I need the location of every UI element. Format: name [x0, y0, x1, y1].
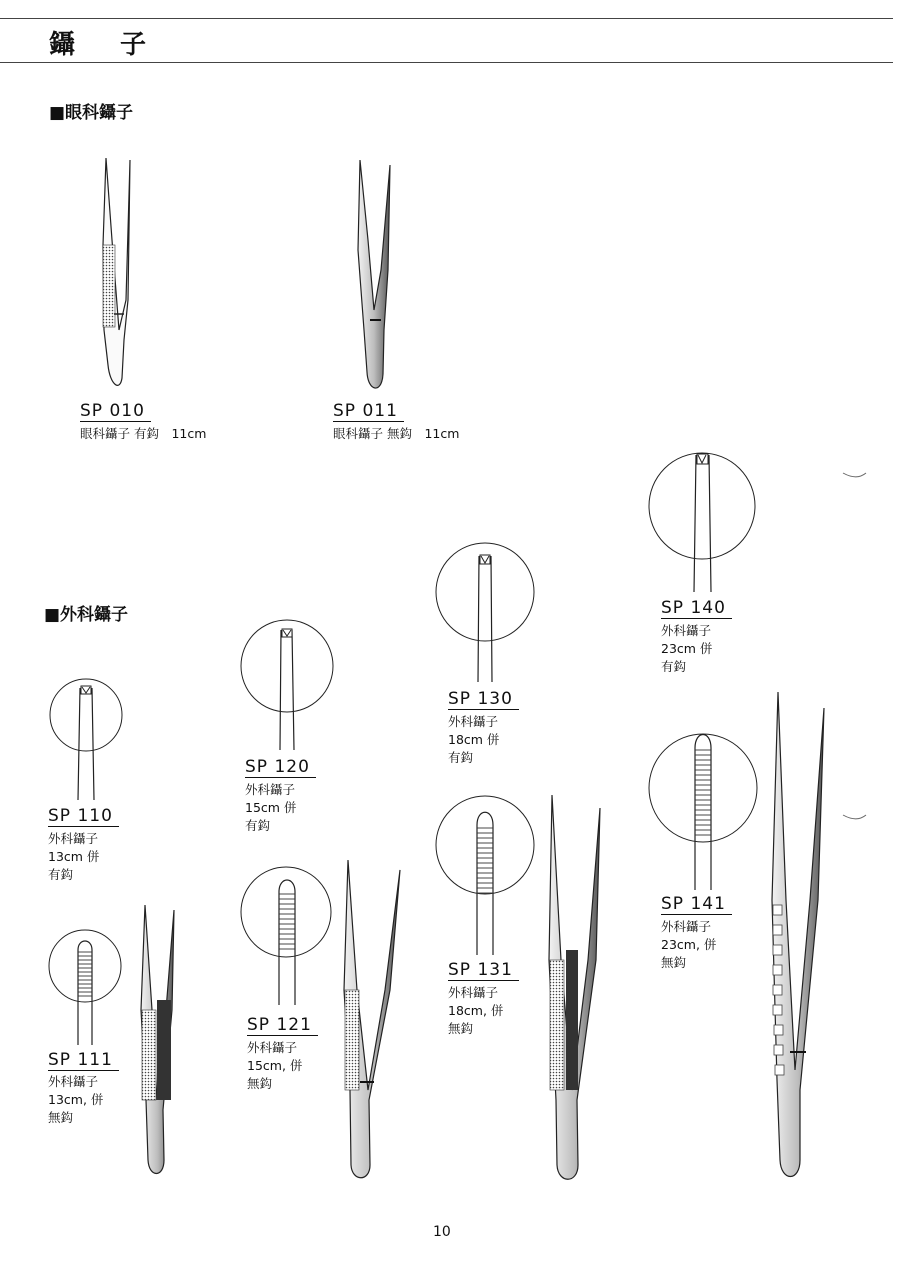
- tip-detail-icon-sp121: [241, 867, 331, 1005]
- product-code-sp131: SP 131: [448, 960, 519, 981]
- product-desc-sp121: 外科鑷子 15cm, 併 無鈎: [247, 1040, 303, 1091]
- section-title-ophthalmic: ■眼科鑷子: [49, 103, 134, 123]
- product-code-sp010: SP 010: [80, 401, 151, 422]
- binder-mark-bottom: [843, 815, 866, 819]
- product-code-sp111: SP 111: [48, 1050, 119, 1071]
- product-desc-sp110: 外科鑷子 13cm 併 有鈎: [48, 831, 100, 882]
- forceps-icon-sp010: [103, 158, 130, 385]
- product-code-sp141: SP 141: [661, 894, 732, 915]
- product-desc-sp141: 外科鑷子 23cm, 併 無鈎: [661, 919, 717, 970]
- tip-detail-icon-sp111: [49, 930, 121, 1045]
- product-code-sp110: SP 110: [48, 806, 119, 827]
- product-desc-sp120: 外科鑷子 15cm 併 有鈎: [245, 782, 297, 833]
- forceps-icon-sp111: [141, 905, 174, 1174]
- tip-detail-icon-sp130: [436, 543, 534, 682]
- product-desc-sp140: 外科鑷子 23cm 併 有鈎: [661, 623, 713, 674]
- page-title: 鑷 子: [49, 30, 165, 60]
- product-code-sp120: SP 120: [245, 757, 316, 778]
- forceps-icon-sp141: [772, 692, 824, 1177]
- product-code-sp121: SP 121: [247, 1015, 318, 1036]
- product-desc-sp010: 眼科鑷子 有鈎 11cm: [80, 426, 207, 441]
- forceps-icon-sp121: [344, 860, 400, 1178]
- tip-detail-icon-sp120: [241, 620, 333, 750]
- product-desc-sp130: 外科鑷子 18cm 併 有鈎: [448, 714, 500, 765]
- product-code-sp011: SP 011: [333, 401, 404, 422]
- product-desc-sp131: 外科鑷子 18cm, 併 無鈎: [448, 985, 504, 1036]
- tip-detail-icon-sp140: [649, 453, 755, 592]
- forceps-icon-sp131: [549, 795, 600, 1179]
- page-number: 10: [433, 1224, 451, 1240]
- section-title-surgical: ■外科鑷子: [44, 605, 129, 625]
- product-code-sp130: SP 130: [448, 689, 519, 710]
- product-desc-sp111: 外科鑷子 13cm, 併 無鈎: [48, 1074, 104, 1125]
- tip-detail-icon-sp131: [436, 796, 534, 955]
- forceps-icon-sp011: [358, 160, 390, 388]
- binder-mark-top: [843, 473, 866, 477]
- tip-detail-icon-sp110: [50, 679, 122, 800]
- product-code-sp140: SP 140: [661, 598, 732, 619]
- tip-detail-icon-sp141: [649, 734, 757, 890]
- product-desc-sp011: 眼科鑷子 無鈎 11cm: [333, 426, 460, 441]
